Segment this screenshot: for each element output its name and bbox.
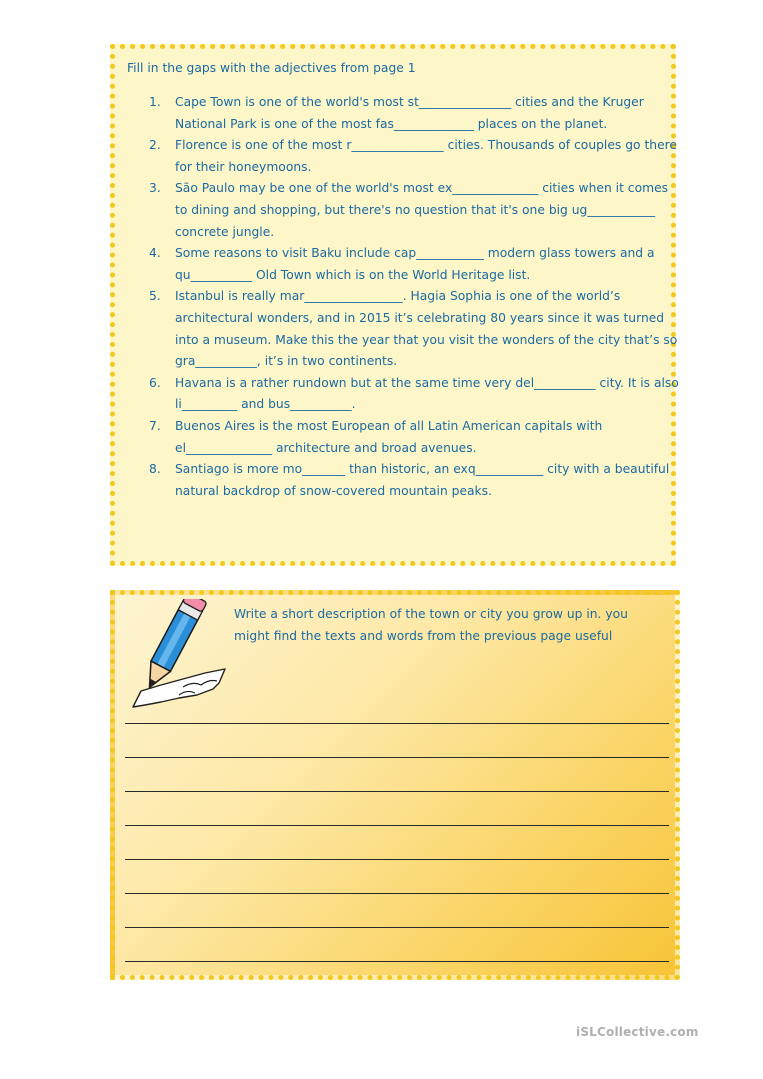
writing-instruction: Write a short description of the town or city you grow up in. you might find the texts and words from the previous page useful [234, 607, 628, 643]
exercise-sentence: São Paulo may be one of the world's most ex______________ cities when it comes to dining and shopping, but there's no question that it's one big ug___________ concrete jungle. [175, 181, 669, 239]
watermark: iSLCollective.com [576, 1025, 699, 1039]
exercise-item: 7. Buenos Aires is the most European of all Latin American capitals with el______________ architecture and broad avenues. [149, 418, 603, 455]
writing-line[interactable] [125, 893, 669, 894]
exercise-instruction: Fill in the gaps with the adjectives from page 1 [127, 61, 416, 75]
writing-line[interactable] [125, 791, 669, 792]
writing-line[interactable] [125, 723, 669, 724]
writing-task-box [110, 590, 680, 980]
exercise-item: 5. Istanbul is really mar________________. Hagia Sophia is one of the world’s architectural wonders, and in 2015 it’s celebrating 80 years since it was turned into a museum. Make this the year that you visit the wonders of the city that’s so gra__________, it’s in two continents. [149, 289, 678, 369]
writing-line[interactable] [125, 927, 669, 928]
exercise-sentence: Buenos Aires is the most European of all Latin American capitals with el______________ architecture and broad avenues. [175, 418, 603, 455]
writing-line[interactable] [125, 825, 669, 826]
exercise-sentence: Istanbul is really mar________________. Hagia Sophia is one of the world’s architectural wonders, and in 2015 it’s celebrating 80 years since it was turned into a museum. Make this the year that you visit the wonders of the city that’s so gra__________, it’s in two continents. [175, 289, 678, 369]
writing-line[interactable] [125, 961, 669, 962]
exercise-sentence: Santiago is more mo_______ than historic, an exq___________ city with a beautiful natural backdrop of snow-covered mountain peaks. [175, 462, 670, 498]
exercise-item: 1. Cape Town is one of the world's most st_______________ cities and the Kruger National Park is one of the most fas_____________ places on the planet. [149, 95, 644, 131]
writing-line[interactable] [125, 859, 669, 860]
exercise-sentence: Some reasons to visit Baku include cap___________ modern glass towers and a qu__________ Old Town which is on the World Heritage list. [175, 246, 655, 282]
exercise-list [129, 92, 679, 502]
exercise-sentence: Florence is one of the most r_______________ cities. Thousands of couples go there for their honeymoons. [175, 138, 677, 174]
exercise-sentence: Cape Town is one of the world's most st_______________ cities and the Kruger National Park is one of the most fas_____________ places on the planet. [175, 95, 644, 131]
pencil-icon [121, 599, 227, 711]
exercise-sentence: Havana is a rather rundown but at the same time very del__________ city. It is also li_________ and bus__________. [175, 375, 679, 412]
exercise-item: 3. São Paulo may be one of the world's most ex______________ cities when it comes to dining and shopping, but there's no question that it's one big ug___________ concrete jungle. [149, 181, 669, 239]
exercise-item: 6. Havana is a rather rundown but at the same time very del__________ city. It is also li_________ and bus__________. [149, 375, 679, 412]
exercise-item: 2. Florence is one of the most r_______________ cities. Thousands of couples go there for their honeymoons. [149, 138, 677, 174]
gap-fill-exercise-box [110, 44, 679, 566]
exercise-item: 4. Some reasons to visit Baku include cap___________ modern glass towers and a qu__________ Old Town which is on the World Heritage list. [149, 246, 655, 282]
writing-line[interactable] [125, 757, 669, 758]
exercise-item: 8. Santiago is more mo_______ than historic, an exq___________ city with a beautiful natural backdrop of snow-covered mountain peaks. [149, 462, 670, 498]
